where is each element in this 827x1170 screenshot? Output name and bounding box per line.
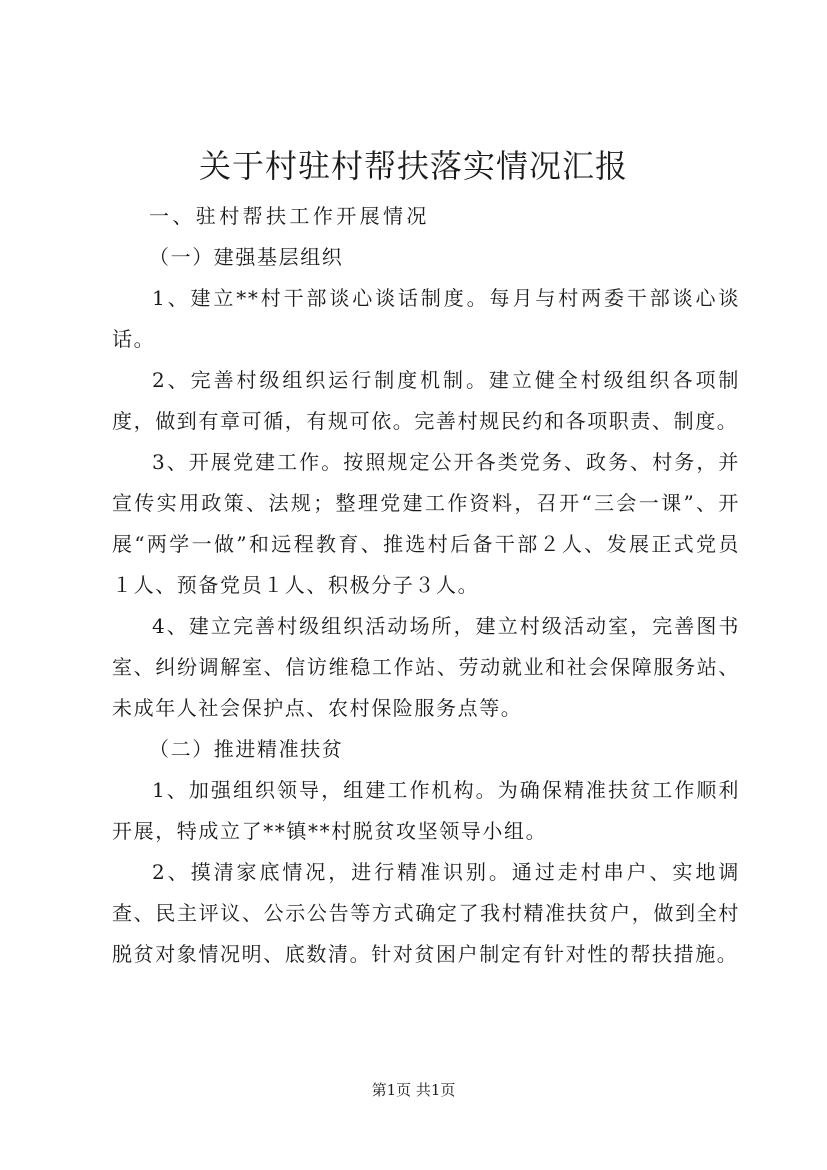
body-paragraph: 1、建立**村干部谈心谈话制度。每月与村两委干部谈心谈话。	[112, 286, 740, 351]
document-body	[112, 196, 740, 975]
body-paragraph: 2、完善村级组织运行制度机制。建立健全村级组织各项制度，做到有章可循，有规可依。完善村规民约和各项职责、制度。	[112, 368, 740, 433]
body-paragraph: 1、加强组织领导，组建工作机构。为确保精准扶贫工作顺利开展，特成立了**镇**村脱贫攻坚领导小组。	[112, 778, 740, 843]
body-paragraph: 4、建立完善村级组织活动场所，建立村级活动室，完善图书室、纠纷调解室、信访维稳工作站、劳动就业和社会保障服务站、未成年人社会保护点、农村保险服务点等。	[112, 614, 740, 720]
document-title: 关于村驻村帮扶落实情况汇报	[198, 147, 628, 185]
body-paragraph: 3、开展党建工作。按照规定公开各类党务、政务、村务，并宣传实用政策、法规；整理党建工作资料，召开“三会一课”、开展“两学一做”和远程教育、推选村后备干部２人、发展正式党员１人、预备党员１人、积极分子３人。	[112, 450, 740, 597]
subsection-heading: （二）推进精准扶贫	[149, 737, 344, 761]
subsection-heading: （一）建强基层组织	[149, 245, 344, 269]
body-paragraph: 2、摸清家底情况，进行精准识别。通过走村串户、实地调查、民主评议、公示公告等方式确定了我村精准扶贫户，做到全村脱贫对象情况明、底数清。针对贫困户制定有针对性的帮扶措施。	[112, 860, 740, 966]
page-footer: 第1页 共1页	[371, 1081, 456, 1099]
section-heading: 一、驻村帮扶工作开展情况	[149, 204, 430, 228]
